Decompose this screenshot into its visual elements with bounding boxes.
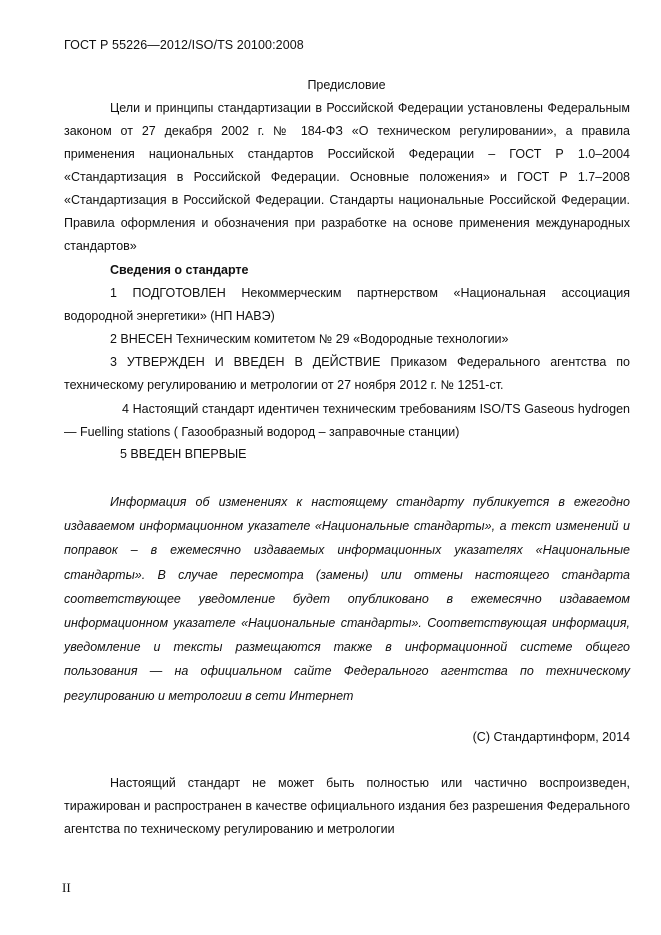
standard-info-item-2: 2 ВНЕСЕН Техническим комитетом № 29 «Водородные технологии»: [110, 332, 509, 346]
page-number: II: [62, 880, 71, 895]
foreword-intro-paragraph: Цели и принципы стандартизации в Российской Федерации установлены Федеральным законом от 27 декабря 2002 г. № 184-ФЗ «О техническом регулировании», а правила применения национальных стандартов Российской Федерации – ГОСТ Р 1.0–2004 «Стандартизация в Российской Федерации. Основные положения» и ГОСТ Р 1.7–2008 «Стандартизация в Российской Федерации. Стандарты национальные Российской Федерации. Правила оформления и обозначения при разработке на основе применения международных стандартов»: [64, 101, 630, 253]
standard-info-item-3: 3 УТВЕРЖДЕН И ВВЕДЕН В ДЕЙСТВИЕ Приказом Федерального агентства по техническому регулированию и метрологии от 27 ноября 2012 г. № 1251-ст.: [64, 355, 630, 392]
standard-info-item-5: 5 ВВЕДЕН ВПЕРВЫЕ: [120, 447, 247, 461]
standard-designation: ГОСТ Р 55226—2012/ISO/TS 20100:2008: [64, 38, 304, 52]
copyright-line: (С) Стандартинформ, 2014: [472, 730, 630, 744]
reproduction-notice-paragraph: Настоящий стандарт не может быть полностью или частично воспроизведен, тиражирован и распространен в качестве официального издания без разрешения Федерального агентства по техническому регулированию и метрологии: [64, 776, 630, 836]
foreword-title-text: Предисловие: [307, 78, 386, 92]
foreword-title: [0, 78, 661, 92]
standard-info-item-1: 1 ПОДГОТОВЛЕН Некоммерческим партнерством «Национальная ассоциация водородной энергетики» (НП НАВЭ): [64, 286, 630, 323]
standard-info-item-4: 4 Настоящий стандарт идентичен техническим требованиям ISO/TS Gaseous hydrogen — Fuelling stations ( Газообразный водород – заправочные станции): [64, 402, 630, 439]
change-notice-paragraph: Информация об изменениях к настоящему стандарту публикуется в ежегодно издаваемом информационном указателе «Национальные стандарты», а текст изменений и поправок – в ежемесячно издаваемых информационных указателях «Национальные стандарты». В случае пересмотра (замены) или отмены настоящего стандарта соответствующее уведомление будет опубликовано в ежемесячно издаваемом информационном указателе «Национальные стандарты». Соответствующая информация, уведомление и тексты размещаются также в информационной системе общего пользования — на официальном сайте Федерального агентства по техническому регулированию и метрологии в сети Интернет: [64, 495, 630, 703]
standard-info-heading: Сведения о стандарте: [110, 263, 249, 277]
